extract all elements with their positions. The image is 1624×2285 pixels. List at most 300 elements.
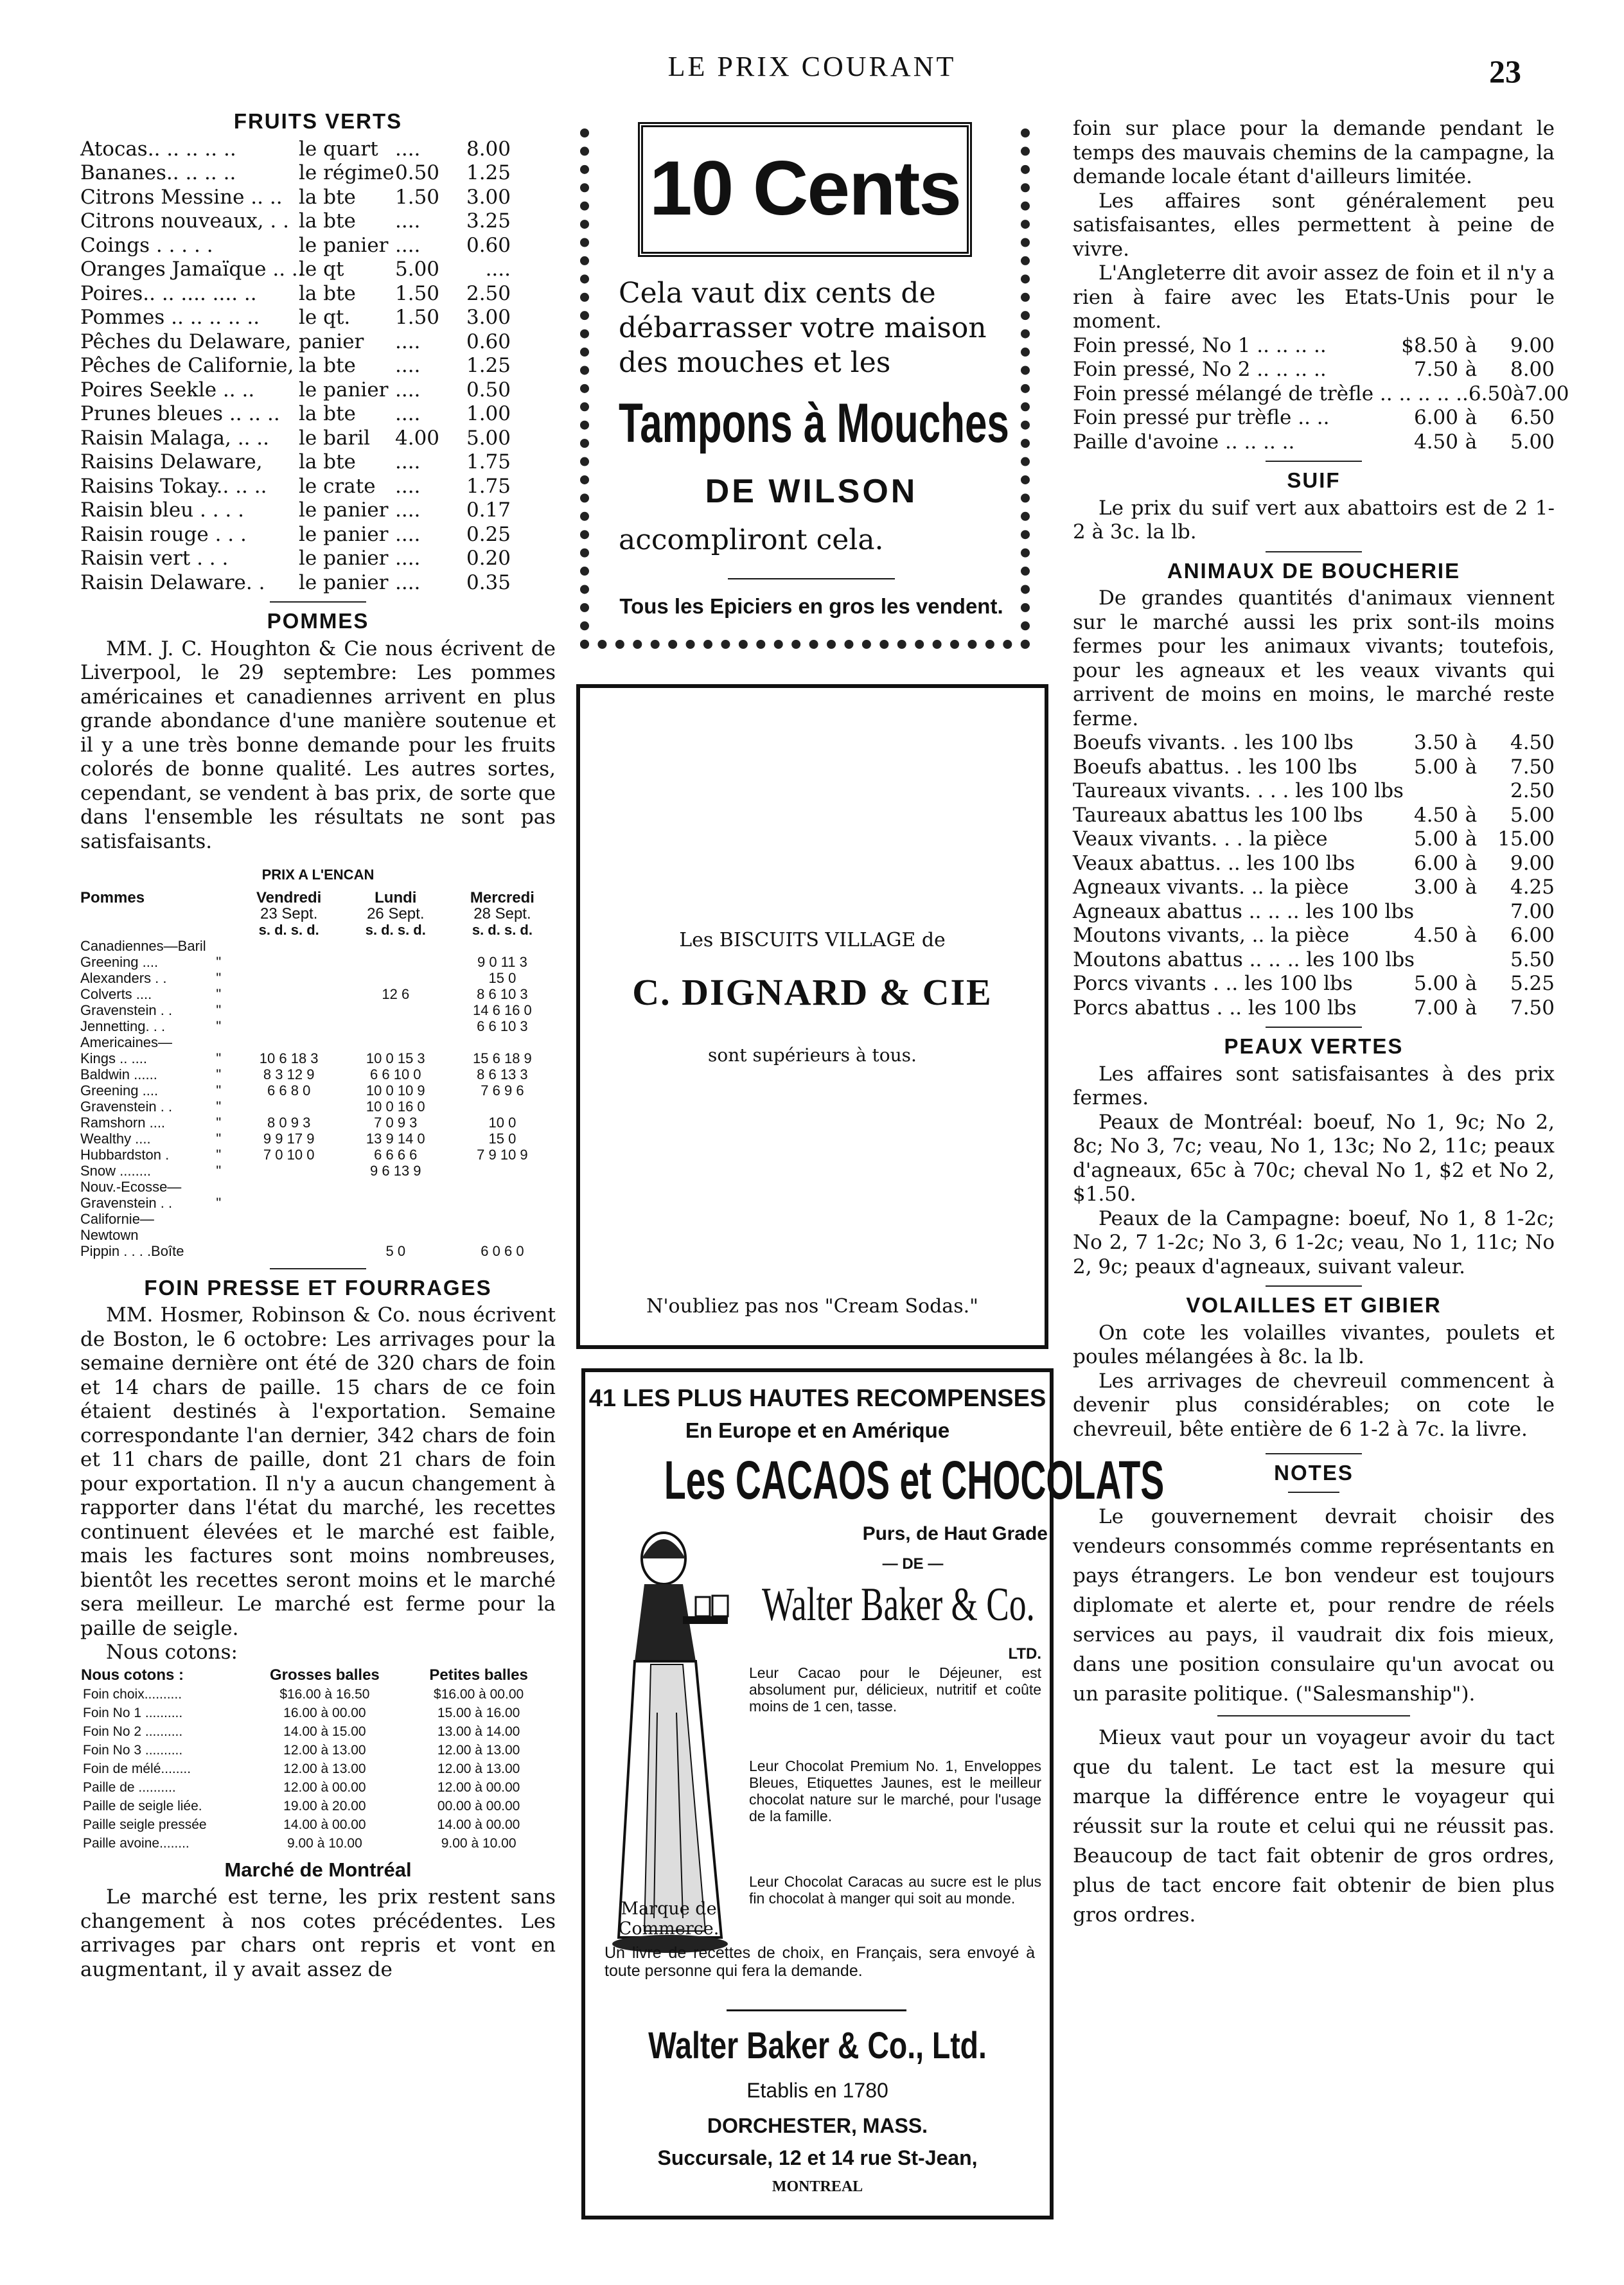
encan-row — [80, 1050, 556, 1066]
fruit-cell: le panier — [299, 498, 389, 522]
fruit-cell: 0.50 — [395, 161, 440, 184]
ad-wilson-brand: Tampons à Mouches — [619, 393, 1009, 454]
animal-cell: Veaux vivants. . . la pièce — [1073, 827, 1328, 851]
fruit-row — [80, 209, 556, 234]
encan-cell — [236, 1018, 342, 1034]
hay-cell: 4.50 — [1413, 430, 1458, 454]
encan-cell: 7 6 9 6 — [481, 1082, 524, 1098]
animal-cell: 15.00 — [1497, 827, 1555, 851]
encan-cell — [449, 1034, 556, 1050]
encan-cell: " — [216, 985, 222, 1002]
fruit-cell: Raisin Malaga, .. .. — [80, 426, 270, 450]
animal-cell: Veaux abattus. .. les 100 lbs — [1073, 851, 1355, 875]
ad-wilson-line1: Cela vaut dix cents de débarrasser votre maison des mouches et les — [619, 277, 987, 379]
bales-cell: 19.00 à 20.00 — [283, 1798, 366, 1813]
fruit-cell: la bte — [299, 209, 356, 233]
ad-baker-montreal: MONTREAL — [772, 2178, 863, 2195]
fruit-cell: Pêches du Delaware, — [80, 330, 292, 353]
encan-cell: Baldwin ...... — [80, 1066, 157, 1082]
hay-cell: Paille d'avoine .. .. .. .. — [1073, 430, 1295, 454]
divider — [1266, 1285, 1362, 1287]
bales-cell: Paille avoine........ — [83, 1835, 190, 1851]
hay-cell: 8.00 — [1510, 358, 1555, 381]
encan-cell: " — [216, 1114, 222, 1131]
animal-cell — [1415, 948, 1470, 973]
encan-cell: Nouv.-Ecosse— — [80, 1178, 182, 1195]
divider — [1288, 1492, 1339, 1493]
animal-cell: 5.00 — [1413, 827, 1458, 851]
animal-cell: 2.50 — [1510, 779, 1555, 802]
encan-cell: 13 9 14 0 — [366, 1130, 425, 1147]
encan-cell: " — [216, 1130, 222, 1147]
encan-row — [80, 1163, 556, 1179]
divider — [1266, 1027, 1362, 1028]
animal-cell: à — [1465, 851, 1478, 875]
notes-text2: Mieux vaut pour un voyageur avoir du tact que du talent. Le tact est la mesure qui marque la différence entre le voyageur qui réussit sur la route et celui qui ne réussit pas. Beaucoup de tact fait obtenir de gros ordres, plus de tact encore fait obtenir de bien plus gros ordres. — [1073, 1725, 1555, 1927]
hay-cell: 5.00 — [1510, 430, 1555, 454]
encan-row — [80, 970, 556, 986]
fruit-cell: 1.50 — [395, 185, 440, 209]
encan-title: PRIX A L'ENCAN — [261, 867, 375, 883]
fruit-cell: 2.50 — [466, 281, 511, 305]
hay-cell: 9.00 — [1510, 333, 1555, 357]
bales-cell: 14.00 à 00.00 — [283, 1817, 366, 1832]
animal-cell: 7.00 — [1510, 899, 1555, 923]
encan-col-d1: Vendredi 23 Sept. — [256, 888, 322, 922]
bales-cell: Foin No 3 .......... — [83, 1742, 183, 1758]
bales-cell: 12.00 à 00.00 — [437, 1779, 520, 1795]
fruit-cell: Raisin Delaware. . — [80, 570, 265, 594]
encan-cell: 15 0 — [488, 1130, 516, 1147]
bales-cell: 12.00 à 00.00 — [283, 1779, 366, 1795]
encan-cell: " — [216, 953, 222, 970]
foin-cotons: Nous cotons: — [106, 1641, 238, 1664]
encan-cell — [236, 1211, 342, 1227]
animal-cell: 4.50 — [1413, 803, 1458, 827]
encan-row — [80, 1018, 556, 1034]
ornament-rule — [728, 578, 895, 579]
encan-cell — [449, 1211, 556, 1227]
encan-cell: Colverts .... — [80, 985, 152, 1002]
fruit-cell: 1.50 — [395, 306, 440, 329]
bales-cell: Foin No 2 .......... — [83, 1724, 183, 1739]
running-header: LE PRIX COURANT — [667, 51, 957, 82]
bales-row — [80, 1834, 556, 1853]
ad-dignard-line1: Les BISCUITS VILLAGE de — [679, 929, 946, 951]
animal-cell: 6.00 — [1510, 924, 1555, 947]
peaux-text2: Peaux de Montréal: boeuf, No 1, 9c; No 2, 8c; No 3, 7c; veau, No 1, 13c; No 2, 11c; peaux d'agneaux, 65c à 70c; cheval No 1, $2 et No 2, $1.50. — [1073, 1110, 1555, 1206]
fruit-cell: panier — [299, 330, 364, 353]
animal-row — [1073, 900, 1555, 924]
encan-cell — [216, 1034, 235, 1050]
encan-cell: 6 6 8 0 — [267, 1082, 311, 1098]
encan-cell: 10 0 15 3 — [366, 1050, 425, 1066]
encan-cell: 6 6 10 3 — [477, 1018, 528, 1034]
bales-row — [80, 1797, 556, 1815]
animal-cell: 5.25 — [1510, 972, 1555, 995]
ad-baker-premium: Leur Chocolat Premium No. 1, Enveloppes Bleues, Etiquettes Jaunes, est le meilleur chocolat nature sur le marché, pour l'usage de la famille. — [749, 1758, 1041, 1824]
encan-cell — [342, 1034, 449, 1050]
bales-col-small: Petites balles — [429, 1666, 528, 1684]
bales-cell: Foin No 1 .......... — [83, 1705, 183, 1720]
ad-wilson-line2: accompliront cela. — [619, 524, 884, 556]
ad-baker-company: Walter Baker & Co., Ltd. — [648, 2025, 987, 2067]
fruit-cell: le panier — [299, 570, 389, 594]
encan-cell: 6 6 10 0 — [370, 1066, 421, 1082]
encan-cell — [449, 1098, 556, 1115]
fruit-cell: 5.00 — [466, 426, 511, 450]
bales-cell: 16.00 à 00.00 — [283, 1705, 366, 1720]
animal-cell: Agneaux abattus .. .. .. les 100 lbs — [1073, 899, 1415, 923]
fruit-cell: 0.35 — [466, 570, 511, 594]
encan-cell — [342, 1179, 449, 1195]
encan-row — [80, 1002, 556, 1018]
fruit-cell: 3.00 — [466, 185, 511, 209]
divider — [270, 1268, 366, 1269]
encan-row — [80, 1131, 556, 1147]
fruit-row — [80, 354, 556, 378]
animal-row — [1073, 972, 1555, 996]
fruit-row — [80, 137, 556, 162]
fruit-cell: .... — [395, 522, 421, 546]
encan-cell: 7 9 10 9 — [477, 1146, 528, 1163]
animal-cell: 6.00 — [1413, 851, 1458, 875]
fruit-cell: .... — [395, 378, 421, 401]
encan-cell: Gravenstein . . — [80, 1194, 173, 1211]
sd-label: s. d. s. d. — [258, 921, 319, 938]
ad-baker-cacao: Leur Cacao pour le Déjeuner, est absolument pur, délicieux, nutritif et coûte moins de 1 cen, tasse. — [749, 1664, 1041, 1715]
encan-cell: 10 0 16 0 — [366, 1098, 425, 1115]
fruit-cell: .... — [395, 474, 421, 498]
fruit-row — [80, 523, 556, 547]
encan-cell — [236, 1179, 342, 1195]
encan-cell: 9 0 11 3 — [477, 953, 527, 970]
fruit-row — [80, 258, 556, 282]
ad-dignard-footer: N'oubliez pas nos "Cream Sodas." — [646, 1295, 978, 1318]
ad-baker-purs: Purs, de Haut Grade — [862, 1523, 1048, 1544]
encan-col-d3: Mercredi 28 Sept. — [470, 888, 534, 922]
encan-cell: 5 0 — [385, 1242, 406, 1259]
animal-cell: Moutons vivants, .. la pièce — [1073, 924, 1350, 947]
encan-row — [80, 986, 556, 1002]
fruit-cell: le baril — [299, 426, 371, 450]
fruit-cell: 0.17 — [466, 498, 511, 522]
fruit-row — [80, 186, 556, 210]
encan-cell: Newtown — [80, 1226, 139, 1243]
pommes-text: MM. J. C. Houghton & Cie nous écrivent de Liverpool, le 29 septembre: Les pommes américaines et canadiennes arrivent en plus grande abondance d'une manière soutenue et il y a une très bonne demande pour les fruits colorés de bonne qualité. Les autres sortes, cependant, se vendent à bas prix, de sorte que dans l'ensemble les résultats ne sont pas satisfaisants. — [80, 637, 556, 853]
column-left — [80, 109, 556, 1982]
encan-cell — [236, 1163, 342, 1179]
encan-cell — [216, 1243, 235, 1259]
encan-cell: 8 3 12 9 — [263, 1066, 315, 1082]
fruit-cell: 0.60 — [466, 233, 511, 257]
divider — [1217, 1715, 1410, 1716]
fruit-cell: 4.00 — [395, 426, 440, 450]
encan-cell: Alexanders . . — [80, 969, 167, 986]
encan-cell: 10 0 10 9 — [366, 1082, 425, 1098]
fruit-cell: 0.20 — [466, 547, 511, 570]
fruit-cell: Raisins Delaware, — [80, 450, 263, 473]
animal-row — [1073, 779, 1555, 804]
encan-cell: Californie— — [80, 1210, 154, 1227]
foin-cont-text3: L'Angleterre dit avoir assez de foin et il n'y a rien à faire avec les Etats-Unis pour le moment. — [1073, 261, 1555, 333]
animal-cell — [1470, 900, 1493, 924]
animal-cell: à — [1465, 924, 1478, 947]
fruit-cell: Atocas.. .. .. .. .. — [80, 137, 236, 161]
foin-text: MM. Hosmer, Robinson & Co. nous écrivent de Boston, le 6 octobre: Les arrivages pour la semaine dernière ont été de 320 chars de foin et 14 chars de paille. 15 chars de ce foin étaient destinés à l'exportation. Semaine correspondante l'an dernier, 342 chars de foin et 11 chars de paille, dont 21 chars de foin pour exportation. Il n'y a aucun changement à rapporter dans l'état du marché, les recettes continuent élevées et le marché est faible, mais les factures sont moins nombreuses, bientôt les recettes seront moins et le marché sera meilleur. Le marché est ferme pour la paille de seigle. — [80, 1303, 556, 1640]
encan-cell — [236, 1034, 342, 1050]
animal-cell: Moutons abattus .. .. .. les 100 lbs — [1073, 948, 1415, 971]
encan-cell: 7 0 10 0 — [263, 1146, 315, 1163]
peaux-title: PEAUX VERTES — [1224, 1034, 1404, 1058]
hay-cell: 7.50 — [1413, 358, 1458, 381]
fruit-row — [80, 378, 556, 403]
fruit-row — [80, 330, 556, 355]
ad-wilson-price-box — [638, 122, 972, 257]
encan-cell: 6 0 6 0 — [481, 1242, 524, 1259]
fruit-cell: Coings . . . . . — [80, 233, 213, 257]
ad-dignard-biscuits — [576, 684, 1048, 1349]
sd-label: s. d. s. d. — [472, 921, 533, 938]
fruit-cell: Poires.. .. .... .... .. — [80, 281, 257, 305]
animal-cell: à — [1465, 996, 1478, 1019]
encan-cell — [236, 1002, 342, 1018]
animal-cell: 7.00 — [1413, 996, 1458, 1019]
bales-cell: Paille seigle pressée — [83, 1817, 207, 1832]
encan-row — [80, 1115, 556, 1131]
animal-cell: 3.00 — [1413, 876, 1458, 899]
ad-baker-top1: 41 LES PLUS HAUTES RECOMPENSES — [588, 1385, 1046, 1412]
encan-cell: Greening .... — [80, 1082, 159, 1098]
fruit-row — [80, 306, 556, 330]
encan-cell: 12 6 — [382, 985, 410, 1002]
fruit-cell: la bte — [299, 185, 356, 209]
ad-baker-succ: Succursale, 12 et 14 rue St-Jean, — [657, 2146, 978, 2169]
hay-cell: Foin pressé mélangé de trèfle .. .. .. .. .. — [1073, 382, 1469, 405]
animaux-text: De grandes quantités d'animaux viennent sur le marché aussi les prix sont-ils moins fermes pour les animaux vivants; toutefois, pour les agneaux et les veaux vivants qui arrivent de moins en moins, le marché reste ferme. — [1073, 587, 1555, 730]
encan-cell: 9 9 17 9 — [263, 1130, 315, 1147]
fruit-cell: .... — [395, 330, 421, 353]
hay-price-table — [1073, 333, 1569, 455]
animal-cell: Porcs vivants . .. les 100 lbs — [1073, 972, 1353, 995]
volailles-text2: Les arrivages de chevreuil commencent à devenir plus considérables; on cote le chevreuil, bête entière de 6 1-2 à 7c. la livre. — [1073, 1369, 1555, 1441]
fruit-cell: le panier — [299, 378, 389, 401]
volailles-text1: On cote les volailles vivantes, poulets et poules mélangées à 8c. la lb. — [1073, 1321, 1555, 1368]
animal-cell: 5.00 — [1510, 803, 1555, 827]
bales-cell: 14.00 à 15.00 — [283, 1724, 366, 1739]
animal-cell: Boeufs vivants. . les 100 lbs — [1073, 731, 1354, 754]
fruit-cell: 1.00 — [466, 402, 511, 425]
encan-cell — [216, 1211, 235, 1227]
encan-cell — [342, 970, 449, 986]
hay-cell: Foin pressé, No 1 .. .. .. .. — [1073, 333, 1327, 357]
encan-cell — [236, 970, 342, 986]
encan-cell: " — [216, 1082, 222, 1098]
animal-cell: Taureaux vivants. . . . les 100 lbs — [1073, 779, 1404, 802]
bales-cell: 13.00 à 14.00 — [437, 1724, 520, 1739]
animal-cell: 4.50 — [1510, 731, 1555, 754]
animaux-table — [1073, 731, 1555, 1020]
montreal-title: Marché de Montréal — [224, 1858, 412, 1881]
fruit-cell: .... — [395, 402, 421, 425]
fruit-cell: la bte — [299, 281, 356, 305]
fruit-cell: la bte — [299, 450, 356, 473]
animal-cell: à — [1465, 803, 1478, 827]
fruit-cell: le qt. — [299, 306, 351, 329]
encan-row — [80, 1195, 556, 1211]
encan-cell: Jennetting. . . — [80, 1018, 166, 1034]
bales-table — [80, 1665, 556, 1853]
hay-cell: 7.00 — [1524, 382, 1569, 405]
encan-col-d2: Lundi 26 Sept. — [367, 888, 425, 922]
bales-row — [80, 1741, 556, 1760]
ad-baker-ltd: LTD. — [1008, 1645, 1041, 1663]
bales-cell: 15.00 à 16.00 — [437, 1705, 520, 1720]
animal-row — [1073, 924, 1555, 948]
animal-cell — [1464, 779, 1488, 804]
encan-cell: 15 0 — [488, 969, 516, 986]
encan-cell — [449, 1179, 556, 1195]
encan-cell: 8 6 10 3 — [477, 985, 528, 1002]
animal-cell: Boeufs abattus. . les 100 lbs — [1073, 755, 1357, 779]
ad-baker-maker: Walter Baker & Co. — [762, 1578, 1035, 1631]
encan-cell — [342, 1018, 449, 1034]
fruit-cell: 1.50 — [395, 281, 440, 305]
encan-row — [80, 1098, 556, 1115]
page-number: 23 — [1489, 53, 1521, 89]
notes-title: NOTES — [1274, 1461, 1354, 1485]
encan-cell — [342, 954, 449, 970]
fruit-cell: 1.75 — [466, 450, 511, 473]
hay-cell: Foin pressé pur trèfle .. .. — [1073, 406, 1330, 429]
bales-cell: $16.00 à 00.00 — [434, 1686, 524, 1702]
peaux-text3: Peaux de la Campagne: boeuf, No 1, 8 1-2c; No 2, 7 1-2c; No 3, 6 1-2c; veau, No 1, 11c; No 2, 9c; peaux d'agneaux, suivant valeur. — [1073, 1206, 1555, 1278]
animal-cell: Porcs abattus . .. les 100 lbs — [1073, 996, 1357, 1019]
bales-row — [80, 1778, 556, 1797]
ad-baker-livre: Un livre de recettes de choix, en Français, sera envoyé à toute personne qui fera la demande. — [605, 1944, 1035, 1980]
fruit-cell: la bte — [299, 402, 356, 425]
fruit-cell: le crate — [299, 474, 376, 498]
fruit-row — [80, 161, 556, 186]
animal-cell: 3.50 — [1413, 731, 1458, 754]
ad-wilson-maker: DE WILSON — [705, 473, 918, 510]
hay-cell: à — [1465, 358, 1478, 381]
fruit-cell: le panier — [299, 233, 389, 257]
montreal-text: Le marché est terne, les prix restent sans changement à nos cotes précédentes. Les arrivages par chars ont repris et vont en augmentant, il y avait assez de — [80, 1885, 556, 1981]
fruit-cell: Raisin vert . . . — [80, 547, 229, 570]
fruit-cell: 8.00 — [466, 137, 511, 161]
animal-row — [1073, 755, 1555, 780]
sd-label: s. d. s. d. — [365, 921, 426, 938]
encan-cell: Hubbardston . — [80, 1146, 170, 1163]
ad-baker-marque: Marque de Commerce. — [618, 1899, 719, 1939]
encan-cell — [342, 1195, 449, 1211]
animal-cell: à — [1465, 972, 1478, 995]
encan-cell: " — [216, 969, 222, 986]
animal-cell — [1404, 779, 1464, 804]
fruit-cell: .... — [395, 137, 421, 161]
encan-cell: Americaines— — [80, 1034, 173, 1050]
ad-baker-caracas: Leur Chocolat Caracas au sucre est le plus fin chocolat à manger qui soit au monde. — [749, 1873, 1041, 1907]
fruit-row — [80, 234, 556, 258]
fruit-row — [80, 571, 556, 596]
encan-row — [80, 1211, 556, 1227]
fruit-row — [80, 498, 556, 523]
bales-cell: 12.00 à 13.00 — [437, 1742, 520, 1758]
bales-cell: Foin choix.......... — [83, 1686, 182, 1702]
fruit-row — [80, 475, 556, 499]
ad-wilson-fly-pads — [574, 122, 1036, 655]
animal-cell: 4.25 — [1510, 876, 1555, 899]
divider — [1266, 1453, 1362, 1454]
hay-row — [1073, 430, 1555, 455]
encan-cell: " — [216, 1162, 222, 1179]
animal-cell: à — [1465, 755, 1478, 779]
hay-cell: à — [1465, 430, 1478, 454]
encan-cell — [236, 1098, 342, 1115]
fruit-cell: .... — [395, 209, 421, 233]
hay-cell: 6.00 — [1413, 406, 1458, 429]
animal-cell: 9.00 — [1510, 851, 1555, 875]
fruit-cell: Oranges Jamaïque .. .. — [80, 258, 304, 281]
divider — [270, 601, 366, 603]
bales-cell: 9.00 à 10.00 — [287, 1835, 362, 1851]
encan-cell: 10 0 — [488, 1114, 516, 1131]
animal-cell: 5.00 — [1413, 755, 1458, 779]
encan-cell: " — [216, 1066, 222, 1082]
fruit-cell: 1.25 — [466, 161, 511, 184]
encan-cell — [449, 938, 556, 954]
animal-cell — [1414, 900, 1470, 924]
encan-cell: Ramshorn .... — [80, 1114, 166, 1131]
encan-cell: " — [216, 1194, 222, 1211]
notes-text1: Le gouvernement devrait choisir des vendeurs consommés comme représentants en pays étrangers. Le bon vendeur est toujours diplomate et alerte et, pour rendre de réels services au pays, il vaudrait dix fois mieux, dans une position consulaire qu'un avocat ou un parasite politique. ("Salesmanship"). — [1073, 1504, 1555, 1706]
encan-row — [80, 938, 556, 954]
suif-text: Le prix du suif vert aux abattoirs est de 2 1-2 à 3c. la lb. — [1073, 496, 1555, 543]
fruit-cell: Citrons nouveaux, . . — [80, 209, 289, 233]
encan-cell: Canadiennes—Baril — [80, 937, 206, 954]
fruit-cell: 3.25 — [466, 209, 511, 233]
fruit-cell: 1.75 — [466, 474, 511, 498]
encan-row — [80, 1147, 556, 1163]
fruit-cell: Raisin bleu . . . . — [80, 498, 244, 522]
encan-cell: Greening .... — [80, 953, 159, 970]
fruit-cell: le panier — [299, 522, 389, 546]
fruit-cell: le régime — [299, 161, 394, 184]
divider — [1266, 551, 1362, 552]
animal-cell: Taureaux abattus les 100 lbs — [1073, 803, 1363, 827]
fruit-cell: Prunes bleues .. .. .. — [80, 402, 280, 425]
encan-row — [80, 1034, 556, 1050]
encan-cell: Snow ........ — [80, 1162, 152, 1179]
encan-cell: Kings .. .... — [80, 1050, 147, 1066]
fruit-cell: le quart — [299, 137, 378, 161]
bales-row — [80, 1722, 556, 1741]
encan-cell — [236, 1195, 342, 1211]
encan-cell: 14 6 16 0 — [473, 1001, 532, 1018]
bales-cell: Paille de .......... — [83, 1779, 176, 1795]
bales-row — [80, 1704, 556, 1722]
encan-row — [80, 954, 556, 970]
encan-cell — [236, 1227, 342, 1243]
fruit-cell: .... — [485, 258, 511, 281]
animal-row — [1073, 876, 1555, 900]
encan-cell — [449, 1227, 556, 1243]
encan-cell: 8 0 9 3 — [267, 1114, 311, 1131]
hay-row — [1073, 334, 1555, 358]
animal-row — [1073, 852, 1555, 876]
ornament-rule — [727, 2009, 906, 2011]
